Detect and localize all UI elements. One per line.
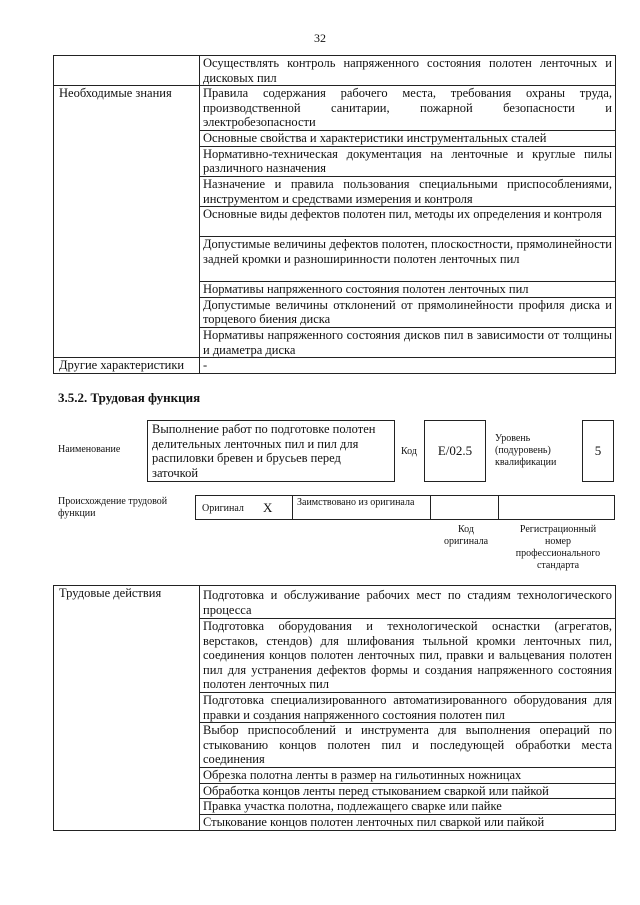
code-value: Е/02.5 [437,443,473,458]
action-item: Выбор приспособлений и инструмента для выполнения операций по стыкованию концов полотен пил и последующей обработки места соединения [200,723,616,768]
knowledge-item: Основные виды дефектов полотен пил, методы их определения и контроля [200,207,616,237]
knowledge-label: Необходимые знания [54,86,200,358]
reg-caption: Регистрационный номер профессионального стандарта [515,524,601,571]
name-label: Наименование [58,444,121,455]
level-value: 5 [594,443,602,458]
origin-divider-3 [498,495,499,520]
knowledge-item: Нормативы напряженного состояния дисков пил в зависимости от толщины и диаметра диска [200,327,616,357]
original-mark: X [263,500,273,515]
actions-label: Трудовые действия [54,586,200,831]
level-label: Уровень (подуровень) квалификации [495,433,557,468]
table-row [54,358,616,374]
borrowed-label: Заимствовано из оригинала [297,497,415,508]
table-row [54,586,616,619]
section-title: 3.5.2. Трудовая функция [58,390,201,405]
knowledge-item: Основные свойства и характеристики инструментальных сталей [200,131,616,147]
level-box [582,420,614,482]
page-number: 32 [314,31,326,45]
action-item: Обрезка полотна ленты в размер на гильотинных ножницах [200,768,616,784]
action-item: Подготовка и обслуживание рабочих мест по стадиям технологического процесса [200,586,616,619]
knowledge-table [53,55,616,374]
table-row [54,56,616,86]
action-item: Подготовка специализированного автоматизированного оборудования для правки и создания напряженного состояния полотен пил [200,693,616,723]
knowledge-item: Допустимые величины дефектов полотен, плоскостности, прямолинейности задней кромки и разноширинности полотен ленточных пил [200,237,616,282]
continuation-cell: Осуществлять контроль напряженного состояния полотен ленточных и дисковых пил [200,56,616,86]
origin-label: Происхождение трудовой функции [58,496,168,519]
knowledge-item: Назначение и правила пользования специальными приспособлениями, инструментом и средствами измерения и контроля [200,176,616,206]
origin-divider-1 [292,495,293,520]
table-row [54,86,616,131]
action-item: Обработка концов ленты перед стыкованием сваркой или пайкой [200,783,616,799]
empty-label-cell [54,56,200,86]
other-value: - [200,358,616,374]
code-label: Код [401,446,417,457]
action-item: Стыкование концов полотен ленточных пил сваркой или пайкой [200,814,616,830]
code-box [424,420,486,482]
original-label: Оригинал [202,503,244,514]
actions-table [53,585,616,831]
other-label: Другие характеристики [54,358,200,374]
action-item: Подготовка оборудования и технологической оснастки (агрегатов, верстаков, стендов) для шлифования тыльной кромки ленточных пил, соединения концов полотен ленточных пил, правки и вальцевания полотен пил для устранения дефектов формы и создания напряженного состояния полотен ленточных пил [200,619,616,693]
knowledge-item: Нормативы напряженного состояния полотен ленточных пил [200,282,616,298]
code-caption: Код оригинала [443,524,489,547]
function-name-box [147,420,395,482]
origin-divider-2 [430,495,431,520]
knowledge-item: Нормативно-техническая документация на ленточные и круглые пилы различного назначения [200,146,616,176]
action-item: Правка участка полотна, подлежащего сварке или пайке [200,799,616,815]
knowledge-item: Допустимые величины отклонений от прямолинейности профиля диска и торцевого биения диска [200,297,616,327]
knowledge-item: Правила содержания рабочего места, требования охраны труда, производственной санитарии, пожарной безопасности и электробезопасности [200,86,616,131]
function-name: Выполнение работ по подготовке полотен делительных ленточных пил и пил для распиловки бревен и брусьев перед заточкой [152,422,376,480]
